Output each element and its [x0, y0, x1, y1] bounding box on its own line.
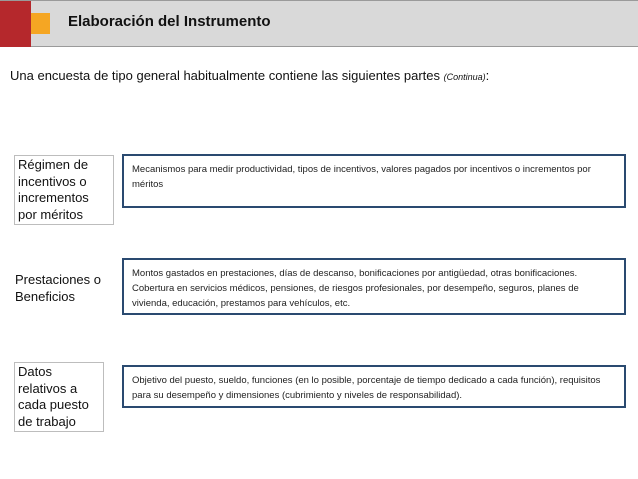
intro-colon: : — [485, 68, 490, 83]
intro-main: Una encuesta de tipo general habitualmente contiene las siguientes partes — [10, 68, 444, 83]
orange-accent-square — [31, 13, 50, 34]
section-box-prestaciones: Montos gastados en prestaciones, días de descanso, bonificaciones por antigüedad, otras bonificaciones. Cobertura en servicios médicos, pensiones, de riesgos profesionales, por desempeño, seguros, planes de vivienda, educación, prestamos para vehículos, etc. — [122, 258, 626, 315]
section-label-prestaciones: Prestaciones o Beneficios — [15, 272, 101, 304]
section-box-incentivos: Mecanismos para medir productividad, tipos de incentivos, valores pagados por incentivos o incrementos por méritos — [122, 154, 626, 208]
section-box-puesto: Objetivo del puesto, sueldo, funciones (en lo posible, porcentaje de tiempo dedicado a cada función), requisitos para su desempeño y dimensiones (cubrimiento y niveles de responsabilidad). — [122, 365, 626, 408]
red-accent-block — [0, 1, 31, 47]
section-label-puesto: Datos relativos a cada puesto de trabajo — [14, 362, 104, 432]
intro-text — [10, 68, 489, 83]
slide-title: Elaboración del Instrumento — [68, 13, 271, 30]
intro-continued: (Continua) — [443, 72, 486, 82]
slide-header — [0, 0, 638, 47]
section-label-incentivos: Régimen de incentivos o incrementos por méritos — [14, 155, 114, 225]
